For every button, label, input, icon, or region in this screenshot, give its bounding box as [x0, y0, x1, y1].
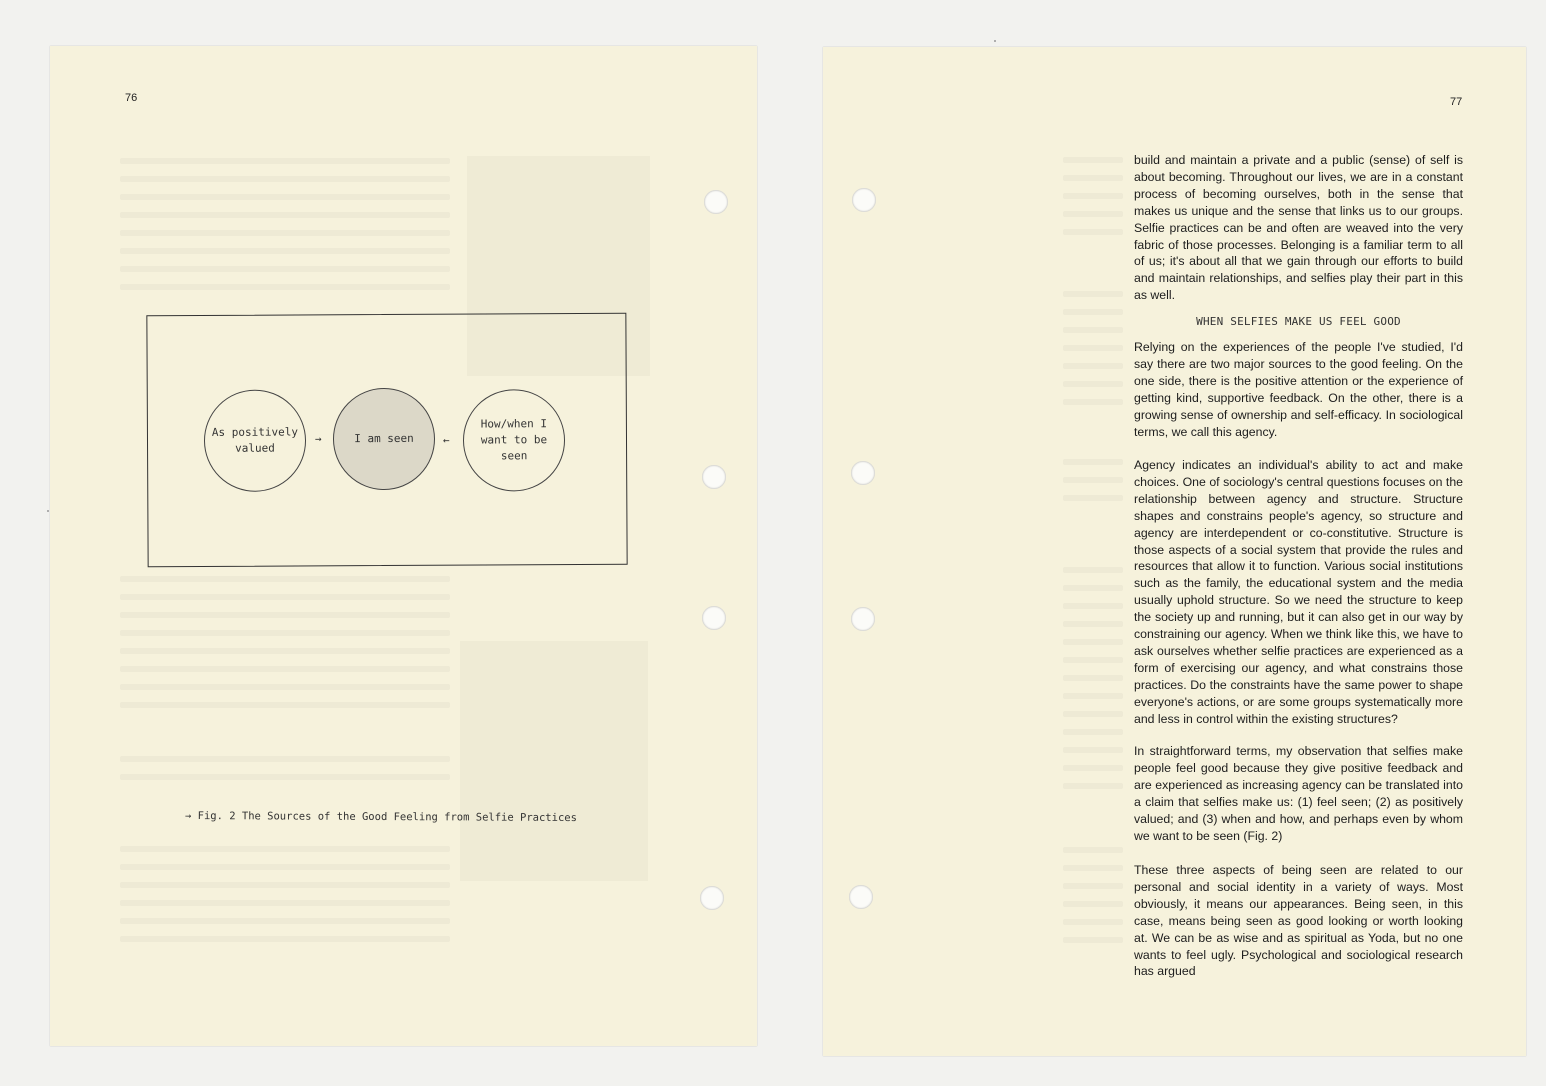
show-through-text [1063, 585, 1123, 591]
show-through-text [1063, 459, 1123, 465]
show-through-text [1063, 675, 1123, 681]
figure-frame [146, 313, 627, 568]
figure-caption: → Fig. 2 The Sources of the Good Feeling from Selfie Practices [184, 809, 577, 825]
show-through-text [120, 158, 450, 164]
show-through-text [120, 666, 450, 672]
punch-hole [851, 461, 875, 485]
show-through-text [1063, 883, 1123, 889]
show-through-text [1063, 175, 1123, 181]
punch-hole [702, 606, 726, 630]
show-through-text [120, 630, 450, 636]
circle-i-am-seen [333, 388, 436, 491]
show-through-text [120, 756, 450, 762]
arrow-right-icon: → [314, 432, 322, 446]
show-through-text [1063, 657, 1123, 663]
punch-hole [702, 465, 726, 489]
show-through-text [1063, 621, 1123, 627]
body-paragraph: In straightforward terms, my observation that selfies make people feel good because they give positive feedback and are experienced as increasing agency can be translated into a claim that selfies make us: (1) feel seen; (2) as positively valued; and (3) when and how, and perhaps even by whom we want to be seen (Fig. 2) [1134, 744, 1463, 843]
show-through-text [1063, 567, 1123, 573]
show-through-text [120, 648, 450, 654]
circle-label: How/when I want to be seen [480, 417, 548, 463]
show-through-image [460, 641, 648, 881]
show-through-text [1063, 603, 1123, 609]
show-through-text [1063, 345, 1123, 351]
show-through-text [120, 612, 450, 618]
show-through-text [120, 212, 450, 218]
show-through-text [1063, 639, 1123, 645]
show-through-text [1063, 729, 1123, 735]
arrow-left-icon: ← [442, 433, 450, 447]
punch-hole [700, 886, 724, 910]
show-through-text [1063, 747, 1123, 753]
show-through-text [1063, 865, 1123, 871]
dust-speck [994, 40, 996, 42]
show-through-text [1063, 229, 1123, 235]
show-through-text [1063, 711, 1123, 717]
left-page [50, 46, 757, 1046]
show-through-text [120, 918, 450, 924]
show-through-text [1063, 363, 1123, 369]
show-through-text [120, 194, 450, 200]
show-through-text [120, 936, 450, 942]
punch-hole [852, 188, 876, 212]
show-through-text [120, 176, 450, 182]
show-through-text [120, 284, 450, 290]
show-through-text [120, 882, 450, 888]
show-through-text [120, 864, 450, 870]
show-through-text [120, 594, 450, 600]
show-through-text [120, 684, 450, 690]
show-through-text [120, 900, 450, 906]
show-through-text [120, 846, 450, 852]
page-number-right: 77 [1450, 96, 1463, 108]
show-through-text [1063, 495, 1123, 501]
show-through-text [1063, 211, 1123, 217]
show-through-text [1063, 937, 1123, 943]
section-heading: WHEN SELFIES MAKE US FEEL GOOD [1196, 315, 1401, 328]
show-through-text [120, 702, 450, 708]
page-number-left: 76 [125, 92, 138, 104]
circle-label: I am seen [354, 431, 414, 446]
show-through-text [1063, 919, 1123, 925]
right-page [823, 47, 1526, 1056]
show-through-text [1063, 291, 1123, 297]
body-paragraph: build and maintain a private and a public (sense) of self is about becoming. Throughout our lives, we are in a constant process of becoming ourselves, both in the sense that makes us unique and the sense that links us to our groups. Selfie practices can be and often are weaved into the very fabric of those processes. Belonging is a familiar term to all of us; it's about all that we gain through our efforts to build and maintain relationships, and selfies play their part in this as well. [1134, 153, 1463, 303]
circle-label: As positively valued [211, 425, 299, 455]
show-through-text [120, 230, 450, 236]
punch-hole [849, 885, 873, 909]
show-through-text [1063, 381, 1123, 387]
show-through-text [120, 774, 450, 780]
circle-positively-valued [204, 389, 307, 492]
punch-hole [704, 190, 728, 214]
body-paragraph: Relying on the experiences of the people I've studied, I'd say there are two major sources to the good feeling. On the one side, there is the positive attention or the experience of getting kind, supportive feedback. On the other, there is a growing sense of ownership and self-efficacy. In sociological terms, we call this agency. [1134, 340, 1463, 439]
punch-hole [851, 607, 875, 631]
show-through-text [1063, 847, 1123, 853]
show-through-text [120, 248, 450, 254]
show-through-text [1063, 901, 1123, 907]
show-through-text [1063, 783, 1123, 789]
body-paragraph: These three aspects of being seen are related to our personal and social identity in a variety of ways. Most obviously, it means our appearances. Being seen, in this case, means being seen as good looking or worth looking at. We can be as wise and as spiritual as Yoda, but no one wants to feel ugly. Psychological and sociological research has argued [1134, 863, 1463, 979]
show-through-text [120, 266, 450, 272]
show-through-text [1063, 399, 1123, 405]
show-through-text [1063, 477, 1123, 483]
show-through-text [1063, 309, 1123, 315]
show-through-text [1063, 765, 1123, 771]
show-through-text [1063, 327, 1123, 333]
circle-how-when-seen [463, 389, 566, 492]
show-through-text [1063, 193, 1123, 199]
show-through-text [120, 576, 450, 582]
dust-speck [47, 510, 49, 512]
show-through-text [1063, 157, 1123, 163]
show-through-text [1063, 693, 1123, 699]
body-paragraph: Agency indicates an individual's ability to act and make choices. One of sociology's central questions focuses on the relationship between agency and structure. Structure shapes and constrains people's agency, so structure and agency are interdependent or co-constitutive. Structure is those aspects of a social system that provide the rules and resources that allow it to function. Various social institutions such as the family, the educational system and the media usually uphold structure. So we need the structure to keep the society up and running, but it can also get in our way by constraining our agency. When we think like this, we have to ask ourselves whether selfie practices are experienced as a form of exercising our agency, and what constrains those practices. Do the constraints have the same power to shape everyone's actions, or are some groups systematically more and less in control within the existing structures? [1134, 458, 1463, 726]
